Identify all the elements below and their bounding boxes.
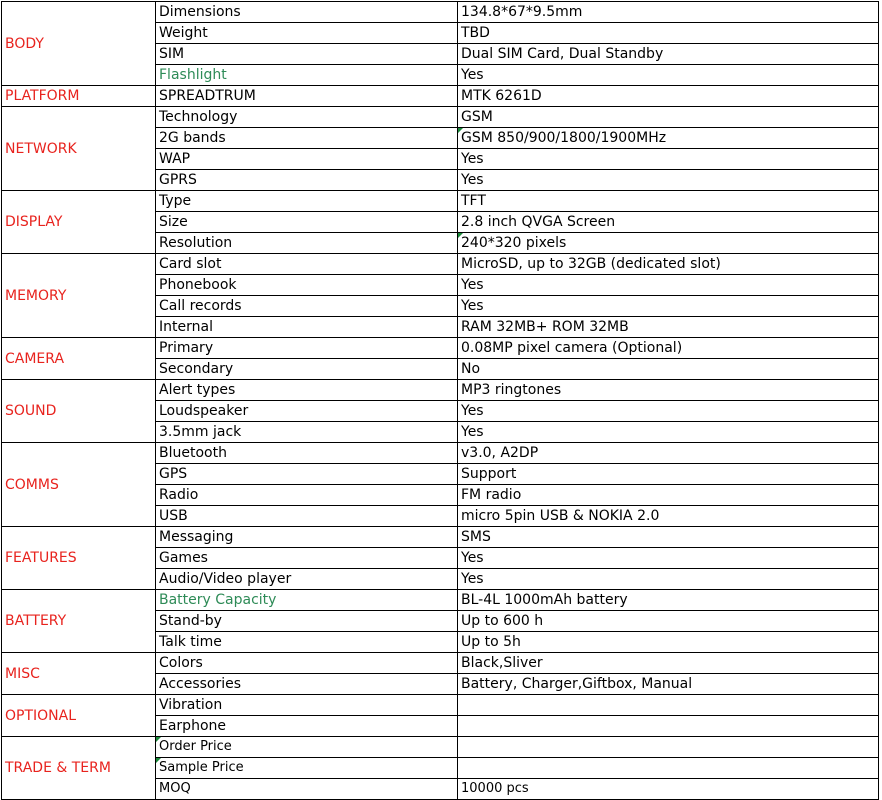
spec-value: No (458, 359, 879, 380)
spec-table-body (2, 2, 879, 800)
spec-label: Vibration (156, 695, 458, 716)
spec-label: Sample Price (156, 758, 458, 779)
table-row (2, 86, 879, 107)
spec-value: MP3 ringtones (458, 380, 879, 401)
spec-value: Yes (458, 422, 879, 443)
section-body: BODY (2, 2, 156, 86)
spec-value: Yes (458, 401, 879, 422)
spec-value: GSM 850/900/1800/1900MHz (458, 128, 879, 149)
spec-value: Yes (458, 296, 879, 317)
table-row (2, 380, 879, 401)
spec-label: 2G bands (156, 128, 458, 149)
spec-value: micro 5pin USB & NOKIA 2.0 (458, 506, 879, 527)
spec-label: Phonebook (156, 275, 458, 296)
table-row (2, 338, 879, 359)
spec-value: Up to 600 h (458, 611, 879, 632)
table-row (2, 653, 879, 674)
table-row (2, 2, 879, 23)
spec-value: Battery, Charger,Giftbox, Manual (458, 674, 879, 695)
spec-value: MTK 6261D (458, 86, 879, 107)
section-memory: MEMORY (2, 254, 156, 338)
section-display: DISPLAY (2, 191, 156, 254)
spec-label: Earphone (156, 716, 458, 737)
spec-label: Type (156, 191, 458, 212)
spec-value: TBD (458, 23, 879, 44)
spec-label: Internal (156, 317, 458, 338)
spec-value: 0.08MP pixel camera (Optional) (458, 338, 879, 359)
spec-value: Yes (458, 275, 879, 296)
table-row (2, 443, 879, 464)
spec-label: Card slot (156, 254, 458, 275)
spec-label: Order Price (156, 737, 458, 758)
spec-value: Black,Sliver (458, 653, 879, 674)
spec-label: Resolution (156, 233, 458, 254)
section-platform: PLATFORM (2, 86, 156, 107)
table-row (2, 695, 879, 716)
spec-value (458, 737, 879, 758)
spec-label: 3.5mm jack (156, 422, 458, 443)
spec-value: 2.8 inch QVGA Screen (458, 212, 879, 233)
spec-value: Yes (458, 170, 879, 191)
spec-label: GPS (156, 464, 458, 485)
table-row (2, 191, 879, 212)
spec-label: Bluetooth (156, 443, 458, 464)
spec-value: Up to 5h (458, 632, 879, 653)
spec-label: Colors (156, 653, 458, 674)
spec-label: Technology (156, 107, 458, 128)
spec-label: WAP (156, 149, 458, 170)
spec-label: Flashlight (156, 65, 458, 86)
spec-value (458, 716, 879, 737)
spec-value: Yes (458, 548, 879, 569)
spec-label: Games (156, 548, 458, 569)
spec-label: Stand-by (156, 611, 458, 632)
spec-label: Talk time (156, 632, 458, 653)
spec-value (458, 758, 879, 779)
spec-value: Dual SIM Card, Dual Standby (458, 44, 879, 65)
section-features: FEATURES (2, 527, 156, 590)
table-row (2, 254, 879, 275)
spec-value: FM radio (458, 485, 879, 506)
spec-label: Primary (156, 338, 458, 359)
spec-label: Messaging (156, 527, 458, 548)
section-comms: COMMS (2, 443, 156, 527)
spec-label: Weight (156, 23, 458, 44)
table-row (2, 527, 879, 548)
spec-value: 10000 pcs (458, 779, 879, 800)
spec-value: Yes (458, 569, 879, 590)
spec-value: MicroSD, up to 32GB (dedicated slot) (458, 254, 879, 275)
spec-label: GPRS (156, 170, 458, 191)
spec-label: Dimensions (156, 2, 458, 23)
spec-label: USB (156, 506, 458, 527)
section-optional: OPTIONAL (2, 695, 156, 737)
section-network: NETWORK (2, 107, 156, 191)
spec-label: SPREADTRUM (156, 86, 458, 107)
spec-value: 240*320 pixels (458, 233, 879, 254)
section-trade-term: TRADE & TERM (2, 737, 156, 800)
spec-value: 134.8*67*9.5mm (458, 2, 879, 23)
spec-label: Size (156, 212, 458, 233)
spec-label: Alert types (156, 380, 458, 401)
section-sound: SOUND (2, 380, 156, 443)
section-battery: BATTERY (2, 590, 156, 653)
spec-label: MOQ (156, 779, 458, 800)
spec-table (1, 1, 879, 800)
spec-value: SMS (458, 527, 879, 548)
section-camera: CAMERA (2, 338, 156, 380)
spec-label: Audio/Video player (156, 569, 458, 590)
spec-label: Call records (156, 296, 458, 317)
spec-label: Secondary (156, 359, 458, 380)
spec-label: SIM (156, 44, 458, 65)
spec-value: GSM (458, 107, 879, 128)
spec-label: Battery Capacity (156, 590, 458, 611)
table-row (2, 590, 879, 611)
spec-value: Yes (458, 65, 879, 86)
spec-value: v3.0, A2DP (458, 443, 879, 464)
spec-value: RAM 32MB+ ROM 32MB (458, 317, 879, 338)
spec-value: BL-4L 1000mAh battery (458, 590, 879, 611)
spec-value: TFT (458, 191, 879, 212)
spec-label: Accessories (156, 674, 458, 695)
spec-value (458, 695, 879, 716)
table-row (2, 107, 879, 128)
spec-value: Support (458, 464, 879, 485)
spec-label: Radio (156, 485, 458, 506)
spec-label: Loudspeaker (156, 401, 458, 422)
section-misc: MISC (2, 653, 156, 695)
table-row (2, 737, 879, 758)
spec-value: Yes (458, 149, 879, 170)
